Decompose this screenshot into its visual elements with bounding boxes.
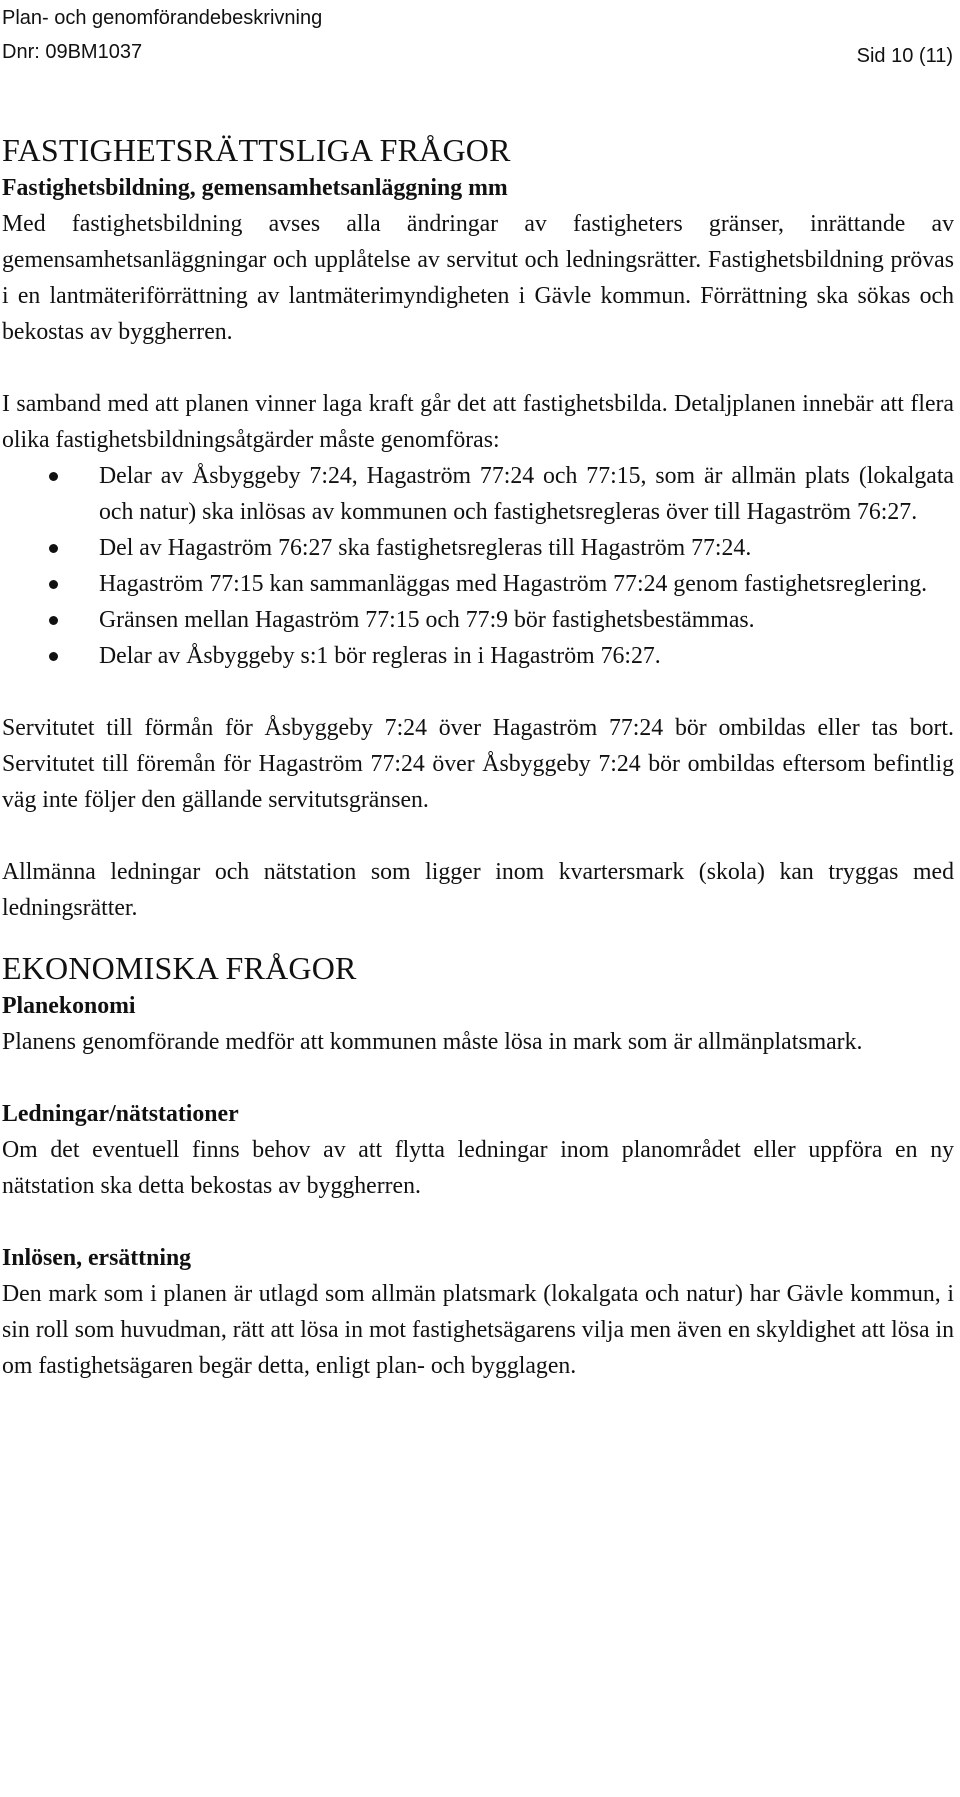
- paragraph-fastighetsbildning: Med fastighetsbildning avses alla ändringar av fastigheters gränser, inrättande av gemensamhetsanläggningar och upplåtelse av servitut och ledningsrätter. Fastighetsbildning prövas i en lantmäteriförrättning av lantmäterimyndigheten i Gävle kommun. Förrättning ska sökas och bekostas av byggherren.: [2, 211, 954, 345]
- subheading-inlosen: Inlösen, ersättning: [2, 1245, 192, 1271]
- subheading-planekonomi: Planekonomi: [2, 993, 136, 1019]
- bullet-icon: [49, 652, 58, 661]
- document-number: Dnr: 09BM1037: [2, 41, 143, 63]
- list-item: [2, 566, 954, 602]
- spacer: [2, 1060, 954, 1096]
- list-item-text: Gränsen mellan Hagaström 77:15 och 77:9 bör fastighetsbestämmas.: [99, 607, 755, 633]
- bullet-icon: [49, 544, 58, 553]
- spacer: [2, 818, 954, 854]
- bullet-icon: [49, 616, 58, 625]
- list-item-text: Delar av Åsbyggeby 7:24, Hagaström 77:24 och 77:15, som är allmän plats (lokalgata och natur) ska inlösas av kommunen och fastighetsregleras över till Hagaström 76:27.: [99, 463, 954, 525]
- subheading-fastighetsbildning: Fastighetsbildning, gemensamhetsanläggning mm: [2, 175, 508, 201]
- subheading-ledningar: Ledningar/nätstationer: [2, 1101, 239, 1127]
- bullet-icon: [49, 580, 58, 589]
- paragraph-laga-kraft: I samband med att planen vinner laga kraft går det att fastighetsbilda. Detaljplanen innebär att flera olika fastighetsbildningsåtgärder måste genomföras:: [2, 391, 954, 453]
- paragraph-inlosen: Den mark som i planen är utlagd som allmän platsmark (lokalgata och natur) har Gävle kommun, i sin roll som huvudman, rätt att lösa in mot fastighetsägarens vilja men även en skyldighet att lösa in om fastighetsägaren begär detta, enligt plan- och bygglagen.: [2, 1281, 954, 1379]
- paragraph-ledningsratter: Allmänna ledningar och nätstation som ligger inom kvartersmark (skola) kan tryggas med ledningsrätter.: [2, 859, 954, 921]
- spacer: [2, 1204, 954, 1240]
- spacer: [2, 350, 954, 386]
- spacer: [2, 926, 954, 948]
- bullet-list-atgarder: [2, 458, 954, 674]
- list-item: [2, 638, 954, 674]
- page-number: Sid 10 (11): [856, 45, 953, 67]
- list-item: [2, 530, 954, 566]
- list-item-text: Del av Hagaström 76:27 ska fastighetsregleras till Hagaström 77:24.: [99, 535, 752, 561]
- list-item-text: Hagaström 77:15 kan sammanläggas med Hagaström 77:24 genom fastighetsreglering.: [99, 571, 928, 597]
- document-title: Plan- och genomförandebeskrivning: [2, 7, 323, 29]
- list-item: [2, 458, 954, 530]
- list-item-text: Delar av Åsbyggeby s:1 bör regleras in i Hagaström 76:27.: [99, 643, 661, 669]
- paragraph-ledningar: Om det eventuell finns behov av att flytta ledningar inom planområdet eller uppföra en ny nätstation ska detta bekostas av byggherren.: [2, 1137, 954, 1199]
- document-body: [2, 130, 954, 1384]
- bullet-icon: [49, 472, 58, 481]
- heading-fastighetsrattsliga: FASTIGHETSRÄTTSLIGA FRÅGOR: [2, 132, 511, 168]
- paragraph-planekonomi: Planens genomförande medför att kommunen måste lösa in mark som är allmänplatsmark.: [2, 1029, 863, 1055]
- spacer: [2, 674, 954, 710]
- paragraph-servitut: Servitutet till förmån för Åsbyggeby 7:24 över Hagaström 77:24 bör ombildas eller tas bort. Servitutet till föremån för Hagaström 77:24 över Åsbyggeby 7:24 bör ombildas eftersom befintlig väg inte följer den gällande servitutsgränsen.: [2, 715, 954, 813]
- list-item: [2, 602, 954, 638]
- heading-ekonomiska: EKONOMISKA FRÅGOR: [2, 950, 357, 986]
